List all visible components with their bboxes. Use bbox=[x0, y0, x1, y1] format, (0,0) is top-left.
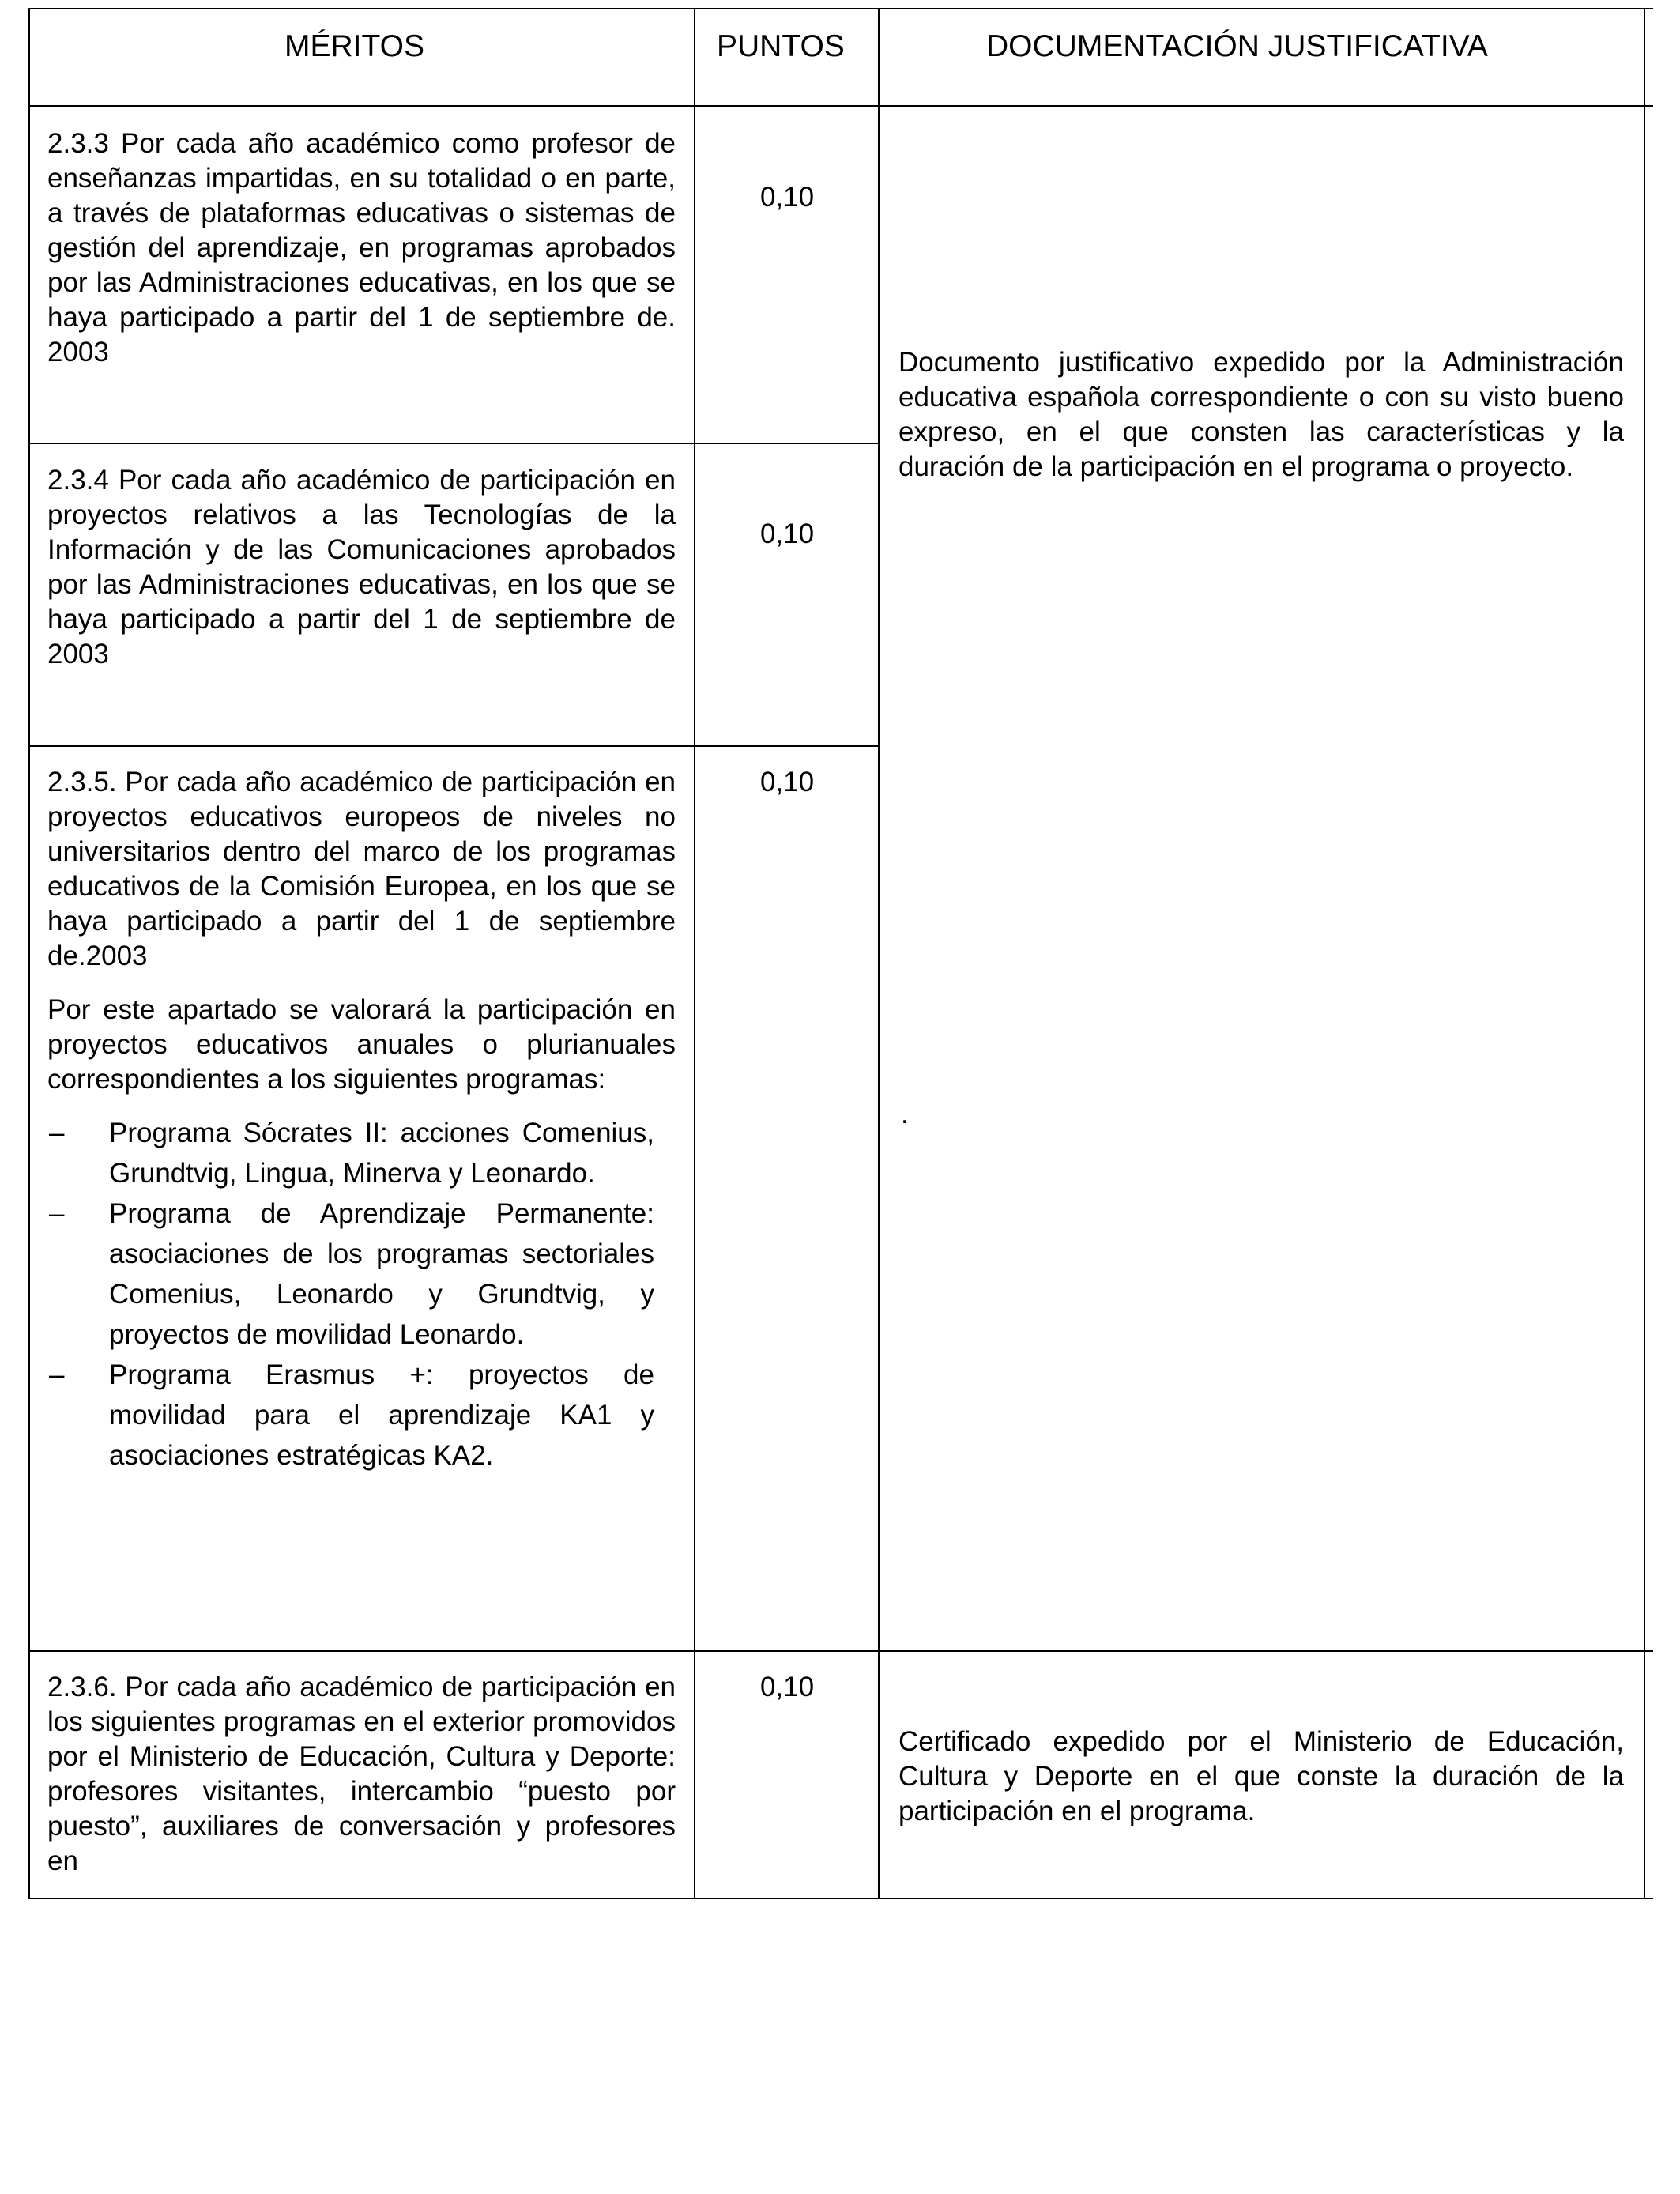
header-puntos: PUNTOS bbox=[717, 29, 845, 63]
table-left-border bbox=[28, 8, 30, 1899]
puntos-2-3-4: 0,10 bbox=[759, 518, 815, 549]
documentacion-2-3-6: Certificado expedido por el Ministerio de Educación, Cultura y Deporte en el que conste la duración de la participación en el programa. bbox=[898, 1726, 1624, 1826]
merito-2-3-6: 2.3.6. Por cada año académico de participación en los siguientes programas en el exterior promovidos por el Ministerio de Educación, Cultura y Deporte: profesores visitantes, intercambio “puesto por puesto”, auxiliares de conversación y profesores en bbox=[47, 1672, 676, 1876]
header-meritos: MÉRITOS bbox=[284, 29, 424, 63]
table-top-border bbox=[28, 8, 1653, 9]
documentacion-compartida: Documento justificativo expedido por la Administración educativa española correspondiente o con su visto bueno expreso, en el que consten las características y la duración de la participación en el programa o proyecto. bbox=[898, 347, 1624, 482]
row-2-3-3-bottom-border bbox=[28, 443, 880, 444]
table-right-border bbox=[1644, 8, 1645, 1899]
merito-2-3-5-extra: Por este apartado se valorará la participación en proyectos educativos anuales o plurianuales correspondientes a los siguientes programas: bbox=[47, 994, 676, 1095]
bullet-dash: – bbox=[49, 1118, 65, 1148]
table-bottom-border bbox=[28, 1898, 1653, 1899]
merito-2-3-3: 2.3.3 Por cada año académico como profesor de enseñanzas impartidas, en su totalidad o en parte, a través de plataformas educativas o sistemas de gestión del aprendizaje, en programas aprobados por las Administraciones educativas, en los que se haya participado a partir del 1 de septiembre de. 2003 bbox=[47, 128, 676, 368]
puntos-2-3-5: 0,10 bbox=[759, 767, 815, 797]
merito-2-3-5-text: 2.3.5. Por cada año académico de participación en proyectos educativos europeos de niveles no universitarios dentro del marco de los programas educativos de la Comisión Europea, en los que se haya participado a partir del 1 de septiembre de.2003 bbox=[47, 767, 676, 971]
programa-item: – Programa Erasmus +: proyectos de movilidad para el aprendizaje KA1 y asociaciones estratégicas KA2. bbox=[47, 1355, 654, 1476]
documentacion-2-3-5: . bbox=[901, 1099, 909, 1129]
bullet-dash: – bbox=[49, 1198, 65, 1229]
programas-list bbox=[47, 1113, 676, 1476]
programa-item: – Programa Sócrates II: acciones Comenius, Grundtvig, Lingua, Minerva y Leonardo. bbox=[47, 1113, 654, 1193]
row-2-3-4-bottom-border bbox=[28, 745, 880, 747]
row-2-3-5-bottom-border bbox=[28, 1650, 1653, 1652]
puntos-2-3-3: 0,10 bbox=[759, 182, 815, 213]
puntos-2-3-6: 0,10 bbox=[759, 1672, 815, 1702]
merito-2-3-4: 2.3.4 Por cada año académico de participación en proyectos relativos a las Tecnologías de la Información y de las Comunicaciones aprobados por las Administraciones educativas, en los que se haya participado a partir del 1 de septiembre de 2003 bbox=[47, 465, 676, 669]
header-documentacion: DOCUMENTACIÓN JUSTIFICATIVA bbox=[986, 29, 1488, 63]
column-divider-1 bbox=[694, 8, 695, 1899]
header-bottom-border bbox=[28, 105, 1653, 107]
programa-item: – Programa de Aprendizaje Permanente: asociaciones de los programas sectoriales Comenius, Leonardo y Grundtvig, y proyectos de movilidad Leonardo. bbox=[47, 1193, 654, 1355]
merito-2-3-5 bbox=[47, 765, 676, 1476]
bullet-dash: – bbox=[49, 1359, 65, 1390]
column-divider-2 bbox=[878, 8, 880, 1899]
